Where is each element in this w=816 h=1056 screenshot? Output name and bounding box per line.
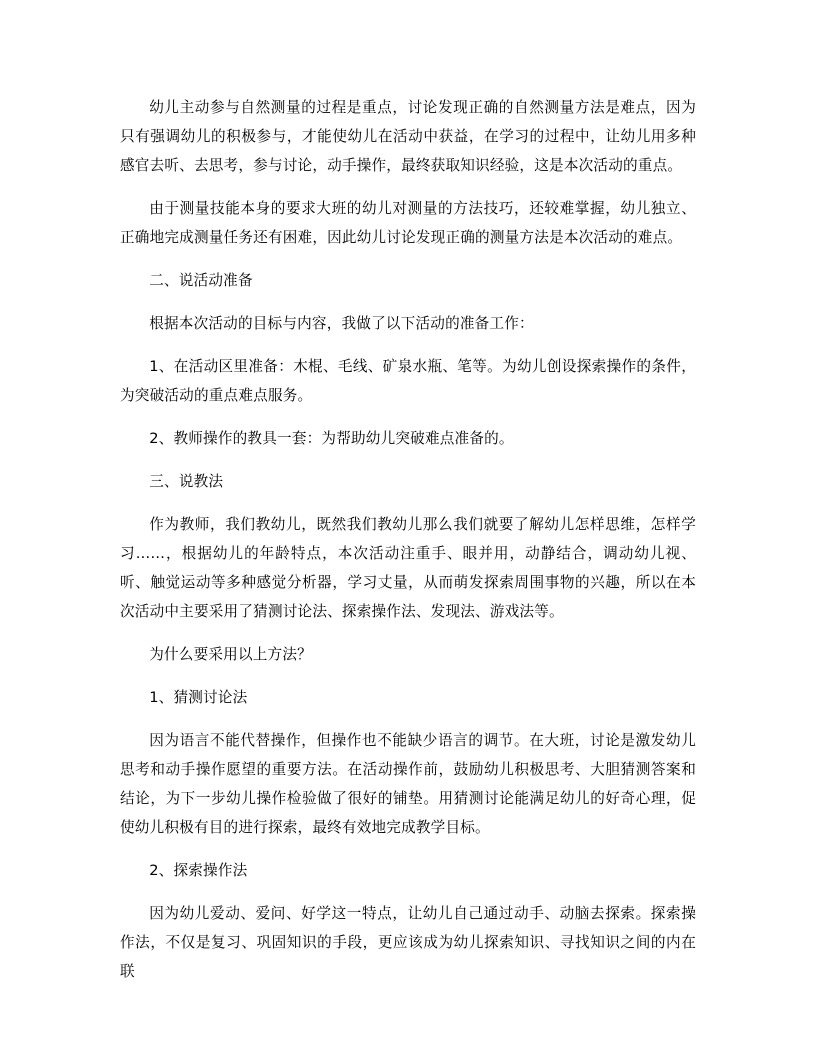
paragraph: 因为语言不能代替操作，但操作也不能缺少语言的调节。在大班，讨论是激发幼儿思考和动手操作愿望的重要方法。在活动操作前，鼓励幼儿积极思考、大胆猜测答案和结论，为下一步幼儿操作检验做了很好的铺垫。用猜测讨论能满足幼儿的好奇心理，促使幼儿积极有目的进行探索，最终有效地完成教学目标。 — [120, 732, 696, 836]
paragraph: 由于测量技能本身的要求大班的幼儿对测量的方法技巧，还较难掌握，幼儿独立、正确地完成测量任务还有困难，因此幼儿讨论发现正确的测量方法是本次活动的难点。 — [120, 200, 696, 246]
paragraph: 根据本次活动的目标与内容，我做了以下活动的准备工作： — [149, 315, 534, 332]
subsection-heading: 1、猜测讨论法 — [149, 689, 248, 706]
list-item: 1、在活动区里准备：木棍、毛线、矿泉水瓶、笔等。为幼儿创设探索操作的条件，为突破活动的重点难点服务。 — [120, 358, 696, 404]
subsection-heading: 2、探索操作法 — [149, 862, 248, 879]
document-body — [120, 93, 696, 1000]
section-heading: 二、说活动准备 — [149, 272, 253, 289]
section-heading: 三、说教法 — [149, 473, 224, 490]
paragraph: 幼儿主动参与自然测量的过程是重点，讨论发现正确的自然测量方法是难点，因为只有强调幼儿的积极参与，才能使幼儿在活动中获益，在学习的过程中，让幼儿用多种感官去听、去思考，参与讨论，动手操作，最终获取知识经验，这是本次活动的重点。 — [120, 99, 696, 174]
paragraph: 为什么要采用以上方法？ — [149, 646, 312, 663]
paragraph: 因为幼儿爱动、爱问、好学这一特点，让幼儿自己通过动手、动脑去探索。探索操作法，不仅是复习、巩固知识的手段，更应该成为幼儿探索知识、寻找知识之间的内在联 — [120, 905, 696, 980]
paragraph: 作为教师，我们教幼儿，既然我们教幼儿那么我们就要了解幼儿怎样思维，怎样学习……，根据幼儿的年龄特点，本次活动注重手、眼并用，动静结合，调动幼儿视、听、触觉运动等多种感觉分析器，学习丈量，从而萌发探索周围事物的兴趣，所以在本次活动中主要采用了猜测讨论法、探索操作法、发现法、游戏法等。 — [120, 516, 696, 620]
list-item: 2、教师操作的教具一套：为帮助幼儿突破难点准备的。 — [149, 430, 514, 447]
